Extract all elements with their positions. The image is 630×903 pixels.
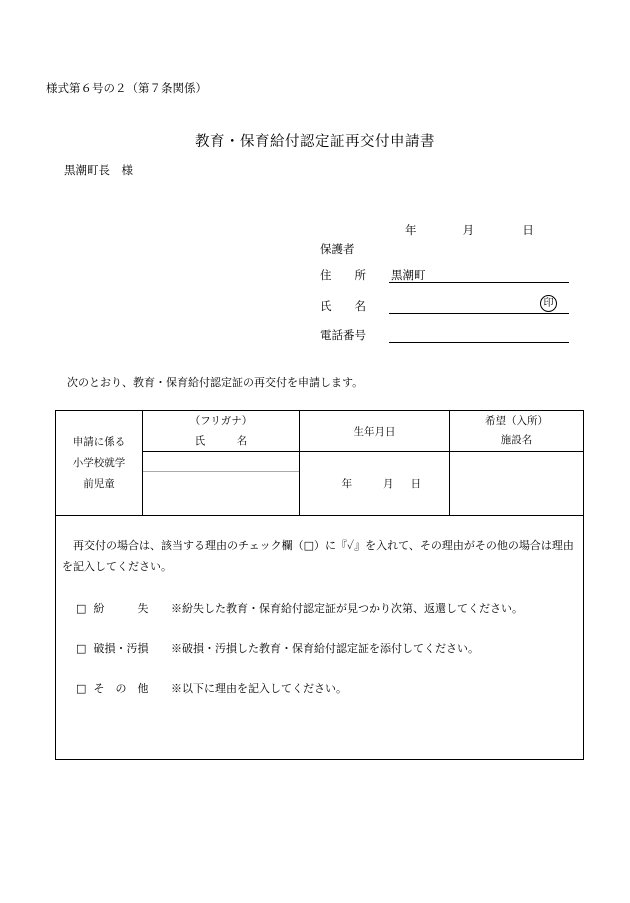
reason-lost [76,600,523,616]
lost-note: ※紛失した教育・保育給付認定証が見つかり次第、返還してください。 [171,602,523,615]
child-info-table [55,410,584,516]
damaged-checkbox[interactable]: □ [76,642,87,655]
facility-cell[interactable] [450,452,584,516]
address-label: 住 所 [320,268,366,282]
seal-mark: 印 [540,295,557,312]
facility-header-line-2: 施設名 [500,434,533,446]
damaged-note: ※破損・汚損した教育・保育給付認定証を添付してください。 [171,642,479,655]
phone-field[interactable] [389,326,569,343]
name-header: 氏 名 [143,430,300,452]
child-row-header [56,411,143,516]
date-year-label: 年 [405,223,417,237]
furigana-input[interactable] [143,452,299,472]
row-header-line-1: 申請に係る [72,435,126,448]
furigana-header: （フリガナ） [143,411,300,430]
other-reason-field[interactable] [156,705,566,745]
address-value: 黒潮町 [391,268,426,282]
application-date[interactable] [405,222,534,238]
other-note: ※以下に理由を記入してください。 [171,682,347,695]
row-header-line-2: 小学校就学 [72,456,126,469]
name-label: 氏 名 [320,299,366,313]
guardian-label: 保護者 [320,242,355,256]
birthdate-cell[interactable] [300,452,450,516]
form-number: 様式第６号の２（第７条関係） [46,81,207,95]
facility-header [450,411,584,452]
document-title: 教育・保育給付認定証再交付申請書 [195,134,435,150]
facility-header-line-1: 希望（入所） [485,415,548,427]
addressee: 黒潮町長 様 [64,163,133,177]
reason-other [76,680,347,696]
date-day-label: 日 [522,223,534,237]
lost-label: 紛 失 [93,602,149,615]
other-label: そ の 他 [93,682,149,695]
date-month-label: 月 [462,223,475,237]
phone-label: 電話番号 [320,328,366,342]
birthdate-header: 生年月日 [300,411,450,452]
birth-day-label: 日 [410,478,422,490]
reissue-reason-box [55,515,584,760]
intro-statement: 次のとおり、教育・保育給付認定証の再交付を申請します。 [67,376,364,389]
reason-instructions: 再交付の場合は、該当する理由のチェック欄（□）に『✓』を入れて、その理由がその他の場合は理由を記入してください。 [62,539,574,573]
row-header-line-3: 前児童 [83,477,115,490]
reason-damaged [76,640,479,656]
damaged-label: 破損・汚損 [93,642,149,655]
birth-year-label: 年 [341,478,353,490]
birth-month-label: 月 [383,478,394,490]
other-checkbox[interactable]: □ [76,682,87,695]
child-name-input[interactable] [143,472,299,515]
child-name-cell[interactable] [143,452,300,516]
lost-checkbox[interactable]: □ [76,602,87,615]
